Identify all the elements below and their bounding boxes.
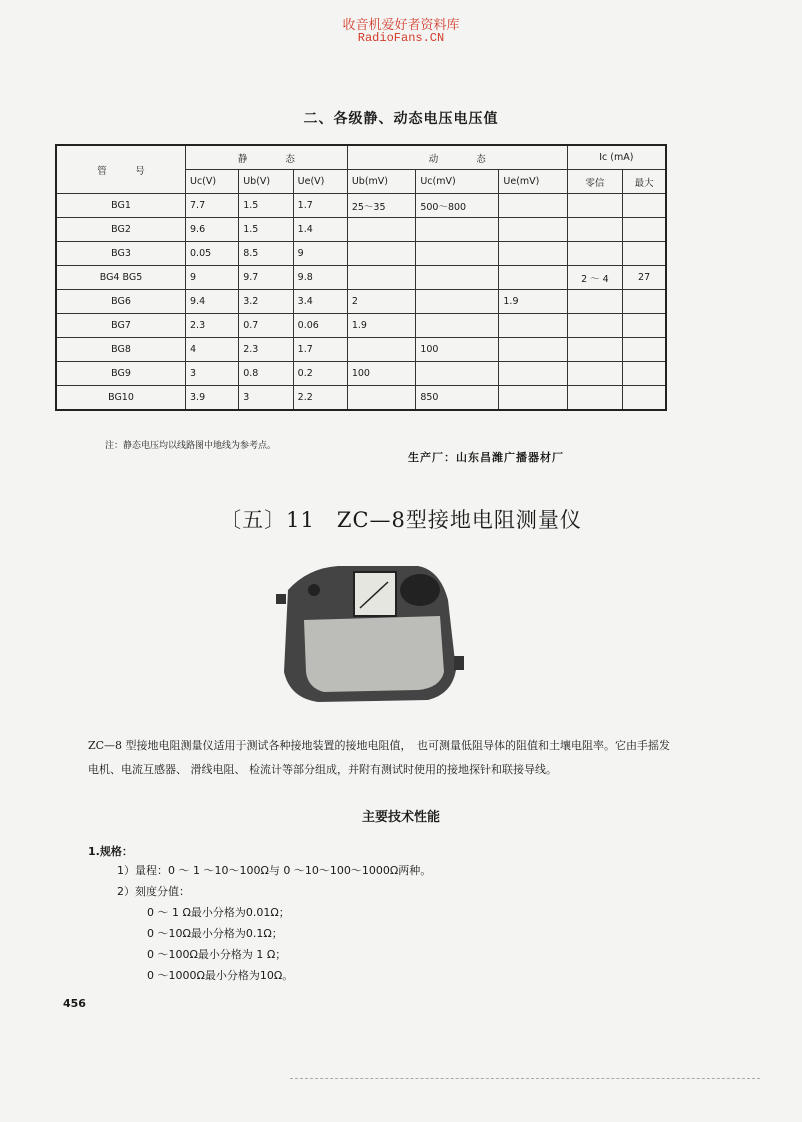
spec-heading: 1.规格： [88,845,133,858]
value-cell [416,218,499,242]
tube-name: BG10 [56,386,186,411]
value-cell [416,242,499,266]
value-cell [567,314,623,338]
value-cell [416,314,499,338]
spec-line: 2）刻度分值： [117,885,190,898]
value-cell [347,386,415,411]
value-cell [499,362,567,386]
value-cell [567,290,623,314]
table-row [56,338,666,362]
value-cell: 3 [239,386,293,411]
value-cell: 1.7 [293,194,347,218]
value-cell [567,386,623,411]
instrument-front [304,616,444,692]
header-static: 静 态 [186,145,348,170]
value-cell [567,362,623,386]
value-cell: 850 [416,386,499,411]
table-row [56,314,666,338]
value-cell [416,362,499,386]
value-cell: 0.05 [186,242,239,266]
description-paragraph: ZC—8 型接地电阻测量仪适用于测试各种接地装置的接地电阻值， 也可测量低阻导体的阻值和土壤电阻率。它由手摇发电机、电流互感器、 滑线电阻、 检流计等部分组成，并附有测试时使用的接地探针和联接导线。 [88,739,671,776]
table-row [56,362,666,386]
tube-name: BG7 [56,314,186,338]
page-number: 456 [63,997,86,1010]
value-cell: 2 [347,290,415,314]
subheader-cell: Ub(mV) [347,170,415,194]
crank-handle [454,656,464,670]
value-cell: 9.6 [186,218,239,242]
value-cell: 9.8 [293,266,347,290]
value-cell [499,386,567,411]
value-cell: 100 [347,362,415,386]
value-cell [567,218,623,242]
value-cell [567,242,623,266]
value-cell: 1.5 [239,194,293,218]
table-title: 二、各级静、动态电压电压值 [303,111,499,127]
tube-name: BG6 [56,290,186,314]
value-cell: 100 [416,338,499,362]
value-cell: 0.2 [293,362,347,386]
value-cell: 2.2 [293,386,347,411]
side-terminal [276,594,286,604]
value-cell [623,386,666,411]
header-ic: Ic (mA) [567,145,666,170]
table-row [56,290,666,314]
value-cell [623,338,666,362]
table-row [56,266,666,290]
header-tube: 管 号 [56,145,186,194]
value-cell [623,314,666,338]
value-cell: 0.7 [239,314,293,338]
section-title: 〔五〕11 ZC—8型接地电阻测量仪 [220,508,582,532]
value-cell [567,338,623,362]
spec-line: 0 ～1000Ω最小分格为10Ω。 [147,969,294,982]
watermark-title: 收音机爱好者资料库 [342,18,460,33]
instrument-photo [268,560,468,708]
spec-line: 0 ～ 1 Ω最小分格为0.01Ω； [147,906,290,919]
value-cell: 500～800 [416,194,499,218]
terminal-knob [308,584,320,596]
value-cell: 9.4 [186,290,239,314]
value-cell [499,194,567,218]
subheader-cell: Uc(V) [186,170,239,194]
manufacturer: 生产厂：山东昌潍广播器材厂 [408,451,564,464]
value-cell: 9 [293,242,347,266]
value-cell: 1.5 [239,218,293,242]
tube-name: BG2 [56,218,186,242]
tube-name: BG4 BG5 [56,266,186,290]
value-cell: 0.06 [293,314,347,338]
value-cell: 2.3 [239,338,293,362]
value-cell [347,338,415,362]
table-row [56,242,666,266]
subheader-cell: 零信 [567,170,623,194]
tube-name: BG3 [56,242,186,266]
value-cell: 27 [623,266,666,290]
value-cell: 4 [186,338,239,362]
subheader-cell: 最大 [623,170,666,194]
value-cell: 8.5 [239,242,293,266]
value-cell [499,266,567,290]
value-cell [499,242,567,266]
value-cell [347,266,415,290]
value-cell [623,194,666,218]
table-note: 注：静态电压均以线路图中地线为参考点。 [105,441,277,451]
value-cell: 0.8 [239,362,293,386]
value-cell [623,290,666,314]
tube-name: BG9 [56,362,186,386]
value-cell: 1.9 [499,290,567,314]
value-cell: 3.9 [186,386,239,411]
subheader-cell: Ue(mV) [499,170,567,194]
value-cell: 9 [186,266,239,290]
value-cell [416,290,499,314]
subheader-cell: Uc(mV) [416,170,499,194]
value-cell: 3 [186,362,239,386]
value-cell: 7.7 [186,194,239,218]
value-cell: 25～35 [347,194,415,218]
tube-name: BG1 [56,194,186,218]
tube-name: BG8 [56,338,186,362]
value-cell [499,314,567,338]
value-cell [623,362,666,386]
spec-line: 0 ～100Ω最小分格为 1 Ω； [147,948,287,961]
value-cell [499,218,567,242]
value-cell [499,338,567,362]
value-cell [623,218,666,242]
subheader-cell: Ue(V) [293,170,347,194]
spec-line: 0 ～10Ω最小分格为0.1Ω； [147,927,283,940]
table-body [56,194,666,411]
voltage-table [55,144,667,411]
header-dynamic: 动 态 [347,145,567,170]
value-cell: 1.4 [293,218,347,242]
table-row [56,194,666,218]
value-cell: 1.7 [293,338,347,362]
value-cell: 2.3 [186,314,239,338]
performance-title: 主要技术性能 [361,810,440,825]
table-row [56,218,666,242]
range-knob [400,574,440,606]
table-row [56,386,666,411]
bottom-divider [290,1078,760,1079]
value-cell: 3.2 [239,290,293,314]
value-cell: 3.4 [293,290,347,314]
value-cell [623,242,666,266]
subheader-cell: Ub(V) [239,170,293,194]
value-cell [347,218,415,242]
value-cell: 2 ～ 4 [567,266,623,290]
value-cell [347,242,415,266]
value-cell: 1.9 [347,314,415,338]
value-cell [416,266,499,290]
value-cell: 9.7 [239,266,293,290]
value-cell [567,194,623,218]
watermark-url: RadioFans.CN [357,31,445,45]
spec-line: 1）量程：0 ～ 1 ～10～100Ω与 0 ～10～100～1000Ω两种。 [117,864,432,877]
